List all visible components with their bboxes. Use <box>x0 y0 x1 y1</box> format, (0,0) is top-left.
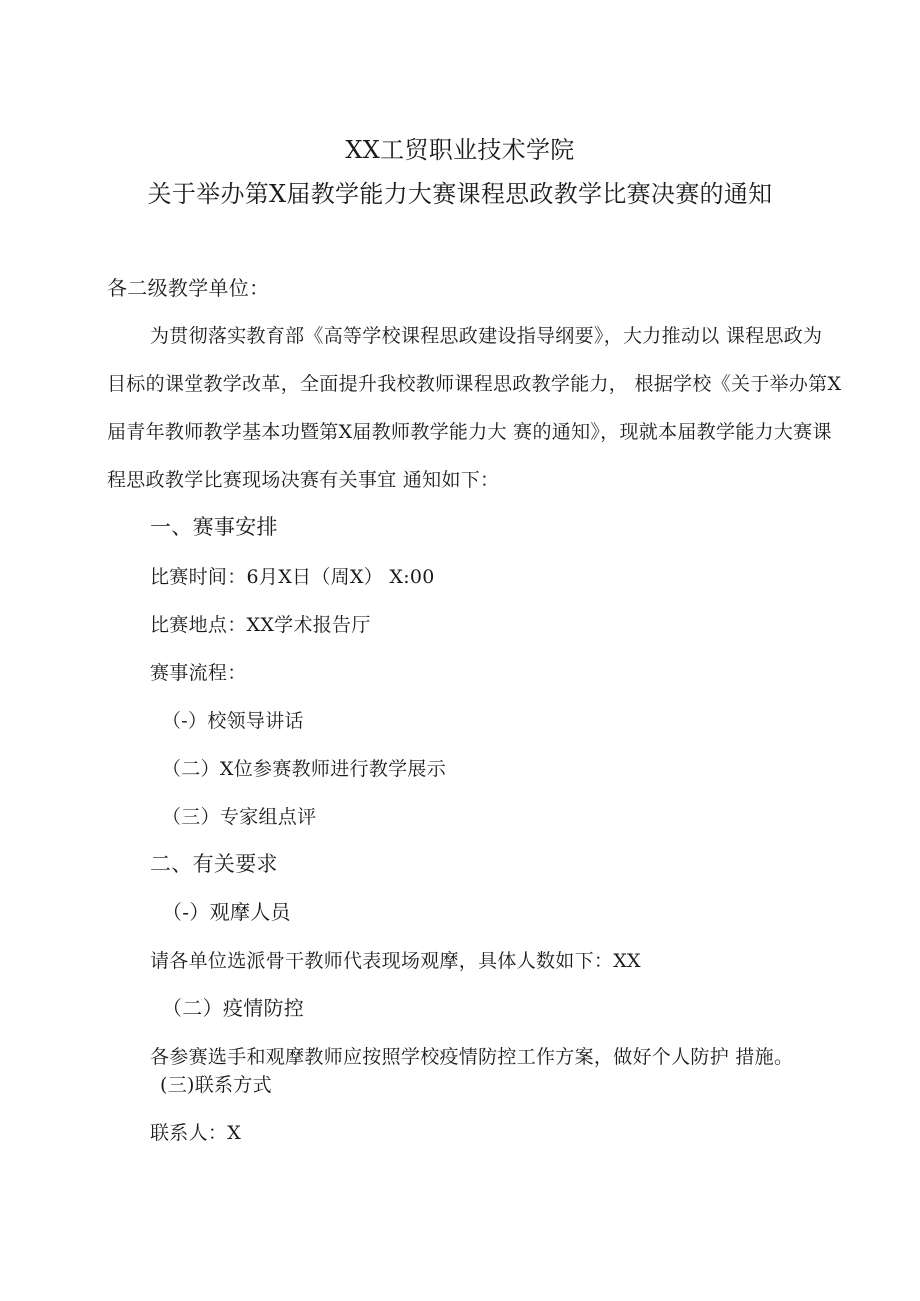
process-step-3: （三）专家组点评 <box>162 806 317 828</box>
match-place: 比赛地点：XX学术报告厅 <box>150 614 371 636</box>
observers-heading: （-）观摩人员 <box>162 900 291 924</box>
intro-line-4: 程思政教学比赛现场决赛有关事宜 通知如下： <box>107 469 500 491</box>
process-step-1: （-）校领导讲话 <box>162 710 304 732</box>
section2-heading: 二、有关要求 <box>150 852 278 876</box>
section1-heading: 一、赛事安排 <box>150 515 278 539</box>
intro-line-3: 届青年教师教学基本功暨第X届教师教学能力大 赛的通知》，现就本届教学能力大赛课 <box>107 421 832 443</box>
match-time: 比赛时间：6月X日（周X） X:00 <box>150 566 435 588</box>
intro-line-2: 目标的课堂教学改革，全面提升我校教师课程思政教学能力， 根据学校《关于举办第X <box>107 373 842 395</box>
document-title-line2: 关于举办第X届教学能力大赛课程思政教学比赛决赛的通知 <box>147 180 773 208</box>
observers-text: 请各单位选派骨干教师代表现场观摩，具体人数如下：XX <box>150 950 641 972</box>
contact-person: 联系人：X <box>150 1122 242 1144</box>
match-process-label: 赛事流程： <box>150 662 247 684</box>
document-title-line1: XX工贸职业技术学院 <box>345 136 575 164</box>
process-step-2: （二）X位参赛教师进行教学展示 <box>162 758 447 780</box>
contact-heading: (三)联系方式 <box>160 1074 272 1096</box>
epidemic-heading: （二）疫情防控 <box>162 996 305 1020</box>
intro-line-1: 为贯彻落实教育部《高等学校课程思政建设指导纲要》，大力推动以 课程思政为 <box>150 325 823 347</box>
epidemic-text: 各参赛选手和观摩教师应按照学校疫情防控工作方案，做好个人防护 措施。 <box>150 1046 794 1068</box>
salutation: 各二级教学单位： <box>107 276 270 300</box>
